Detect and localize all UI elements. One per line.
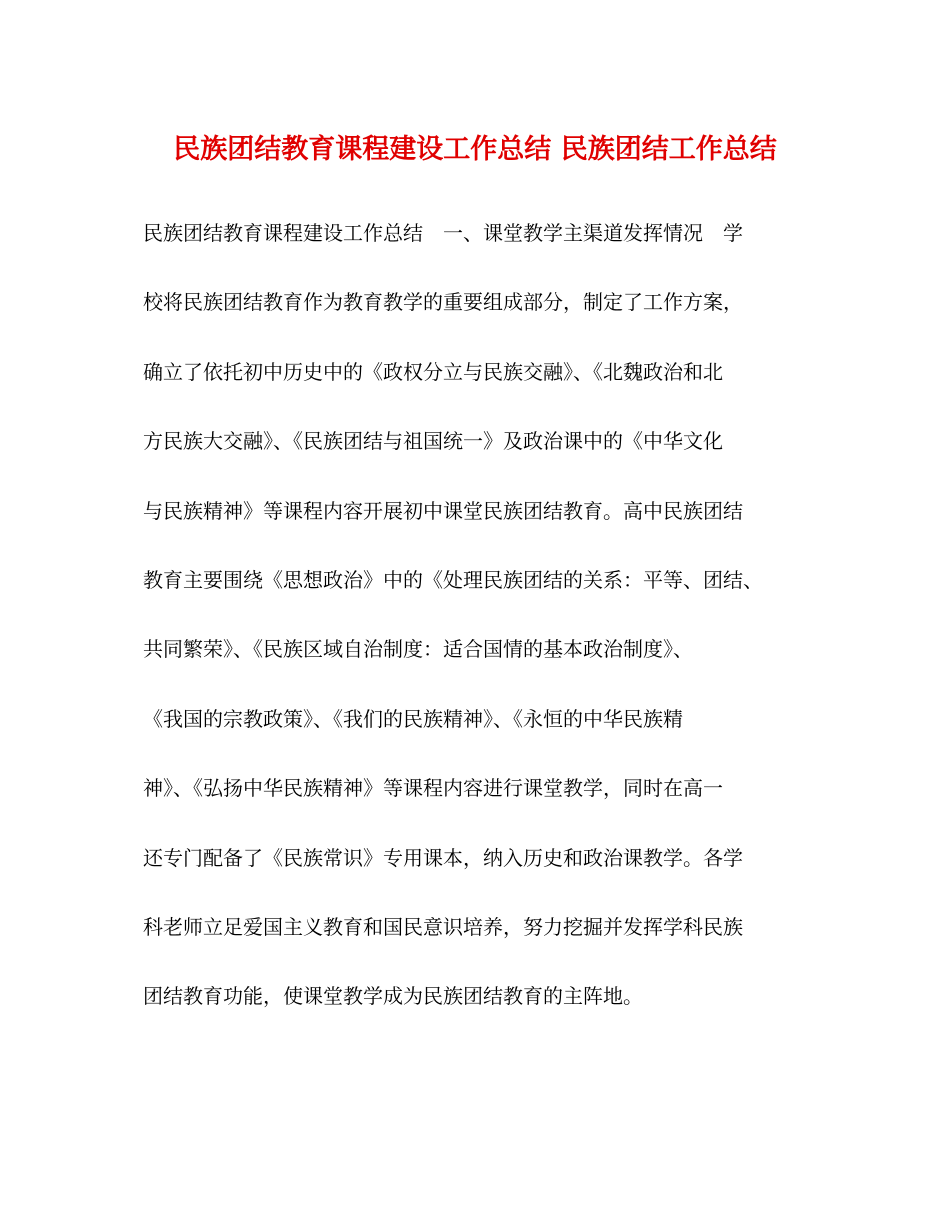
body-line: 科老师立足爱国主义教育和国民意识培养，努力挖掘并发挥学科民族 (143, 914, 743, 939)
body-line: 民族团结教育课程建设工作总结 一、课堂教学主渠道发挥情况 学 (143, 221, 743, 245)
body-line: 《我国的宗教政策》、《我们的民族精神》、《永恒的中华民族精 (143, 706, 683, 731)
body-line: 教育主要围绕《思想政治》中的《处理民族团结的关系：平等、团结、 (143, 567, 763, 592)
body-line: 还专门配备了《民族常识》专用课本，纳入历史和政治课教学。各学 (143, 845, 743, 870)
document-body (143, 213, 823, 1046)
body-line: 神》、《弘扬中华民族精神》等课程内容进行课堂教学，同时在高一 (143, 776, 723, 801)
body-line: 方民族大交融》、《民族团结与祖国统一》及政治课中的《中华文化 (143, 429, 723, 454)
body-line: 校将民族团结教育作为教育教学的重要组成部分，制定了工作方案， (143, 290, 743, 315)
body-line: 团结教育功能，使课堂教学成为民族团结教育的主阵地。 (143, 984, 643, 1009)
document-title: 民族团结教育课程建设工作总结 民族团结工作总结 (173, 134, 777, 165)
body-line: 与民族精神》等课程内容开展初中课堂民族团结教育。高中民族团结 (143, 498, 743, 523)
body-line: 共同繁荣》、《民族区域自治制度：适合国情的基本政治制度》、 (143, 637, 693, 662)
body-line: 确立了依托初中历史中的《政权分立与民族交融》、《北魏政治和北 (143, 359, 723, 384)
